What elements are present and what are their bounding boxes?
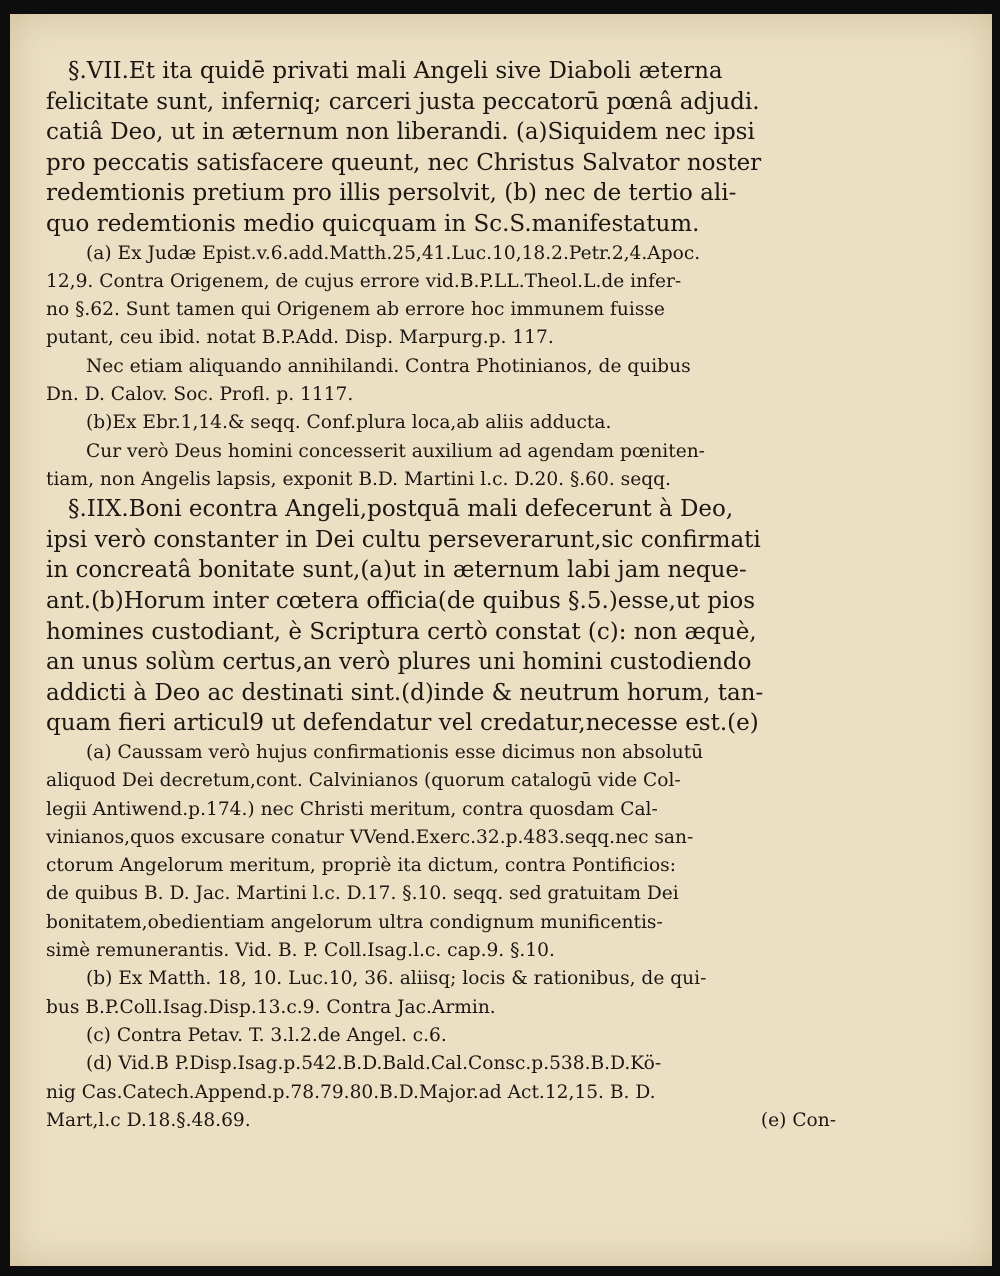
- note-line: Cur verò Deus homini concesserit auxilium ad agendam pœniten-: [86, 440, 705, 462]
- text-line: in concreatâ bonitate sunt,(a)ut in æternum labi jam neque-: [46, 557, 747, 584]
- note-line: aliquod Dei decretum,cont. Calvinianos (quorum catalogū vide Col-: [46, 770, 681, 792]
- footnotes-8: [46, 739, 836, 1135]
- note-line: ctorum Angelorum meritum, propriè ita dictum, contra Pontificios:: [46, 855, 676, 877]
- text-line: §.VII.Et ita quidē privati mali Angeli sive Diaboli æterna: [68, 58, 723, 84]
- note-line: Nec etiam aliquando annihilandi. Contra Photinianos, de quibus: [86, 355, 691, 377]
- text-line: homines custodiant, è Scriptura certò constat (c): non æquè,: [46, 618, 757, 645]
- note-line: 12,9. Contra Origenem, de cujus errore vid.B.P.LL.Theol.L.de infer-: [46, 270, 682, 292]
- page-text: [46, 56, 836, 1135]
- text-line: addicti à Deo ac destinati sint.(d)inde & neutrum horum, tan-: [46, 679, 764, 706]
- note-line: simè remunerantis. Vid. B. P. Coll.Isag.l.c. cap.9. §.10.: [46, 940, 555, 962]
- catchword: (e) Con-: [760, 1110, 836, 1132]
- note-line: (d) Vid.B P.Disp.Isag.p.542.B.D.Bald.Cal.Consc.p.538.B.D.Kö-: [86, 1053, 662, 1075]
- note-line: putant, ceu ibid. notat B.P.Add. Disp. Marpurg.p. 117.: [46, 327, 554, 349]
- note-line: legii Antiwend.p.174.) nec Christi meritum, contra quosdam Cal-: [46, 798, 658, 820]
- text-line: quo redemtionis medio quicquam in Sc.S.manifestatum.: [46, 210, 700, 237]
- note-line: no §.62. Sunt tamen qui Origenem ab errore hoc immunem fuisse: [46, 299, 665, 321]
- book-page: [10, 14, 992, 1266]
- footnotes-7: [46, 240, 836, 495]
- section-7: [46, 56, 836, 240]
- text-line: pro peccatis satisfacere queunt, nec Christus Salvator noster: [46, 149, 762, 176]
- note-line: tiam, non Angelis lapsis, exponit B.D. Martini l.c. D.20. §.60. seqq.: [46, 468, 671, 490]
- note-line: bus B.P.Coll.Isag.Disp.13.c.9. Contra Jac.Armin.: [46, 996, 496, 1018]
- note-line: bonitatem,obedientiam angelorum ultra condignum munificentis-: [46, 911, 663, 933]
- text-line: felicitate sunt, inferniq; carceri justa peccatorū pœnâ adjudi.: [46, 88, 760, 115]
- note-line: Mart,l.c D.18.§.48.69.: [46, 1109, 251, 1131]
- text-line: catiâ Deo, ut in æternum non liberandi. (a)Siquidem nec ipsi: [46, 119, 755, 146]
- note-line: (b)Ex Ebr.1,14.& seqq. Conf.plura loca,ab aliis adducta.: [86, 412, 612, 434]
- text-line: redemtionis pretium pro illis persolvit, (b) nec de tertio ali-: [46, 180, 737, 207]
- note-line: Dn. D. Calov. Soc. Profl. p. 1117.: [46, 384, 354, 406]
- note-line: vinianos,quos excusare conatur VVend.Exerc.32.p.483.seqq.nec san-: [46, 826, 694, 848]
- note-line: (c) Contra Petav. T. 3.l.2.de Angel. c.6.: [86, 1024, 447, 1046]
- text-line: ant.(b)Horum inter cœtera officia(de quibus §.5.)esse,ut pios: [46, 588, 756, 615]
- note-line: (b) Ex Matth. 18, 10. Luc.10, 36. aliisq; locis & rationibus, de qui-: [86, 968, 707, 990]
- note-line: (a) Ex Judæ Epist.v.6.add.Matth.25,41.Luc.10,18.2.Petr.2,4.Apoc.: [86, 242, 701, 264]
- text-line: ipsi verò constanter in Dei cultu perseverarunt,sic confirmati: [46, 526, 761, 553]
- note-line: (a) Caussam verò hujus confirmationis esse dicimus non absolutū: [86, 741, 704, 763]
- section-8: [46, 494, 836, 739]
- text-line: §.IIX.Boni econtra Angeli,postquā mali defecerunt à Deo,: [68, 496, 734, 523]
- text-line: an unus solùm certus,an verò plures uni homini custodiendo: [46, 649, 752, 676]
- text-line: quam fieri articul9 ut defendatur vel credatur,necesse est.(e): [46, 710, 759, 737]
- note-line: nig Cas.Catech.Append.p.78.79.80.B.D.Major.ad Act.12,15. B. D.: [46, 1081, 656, 1103]
- note-line: de quibus B. D. Jac. Martini l.c. D.17. §.10. seqq. sed gratuitam Dei: [46, 883, 679, 905]
